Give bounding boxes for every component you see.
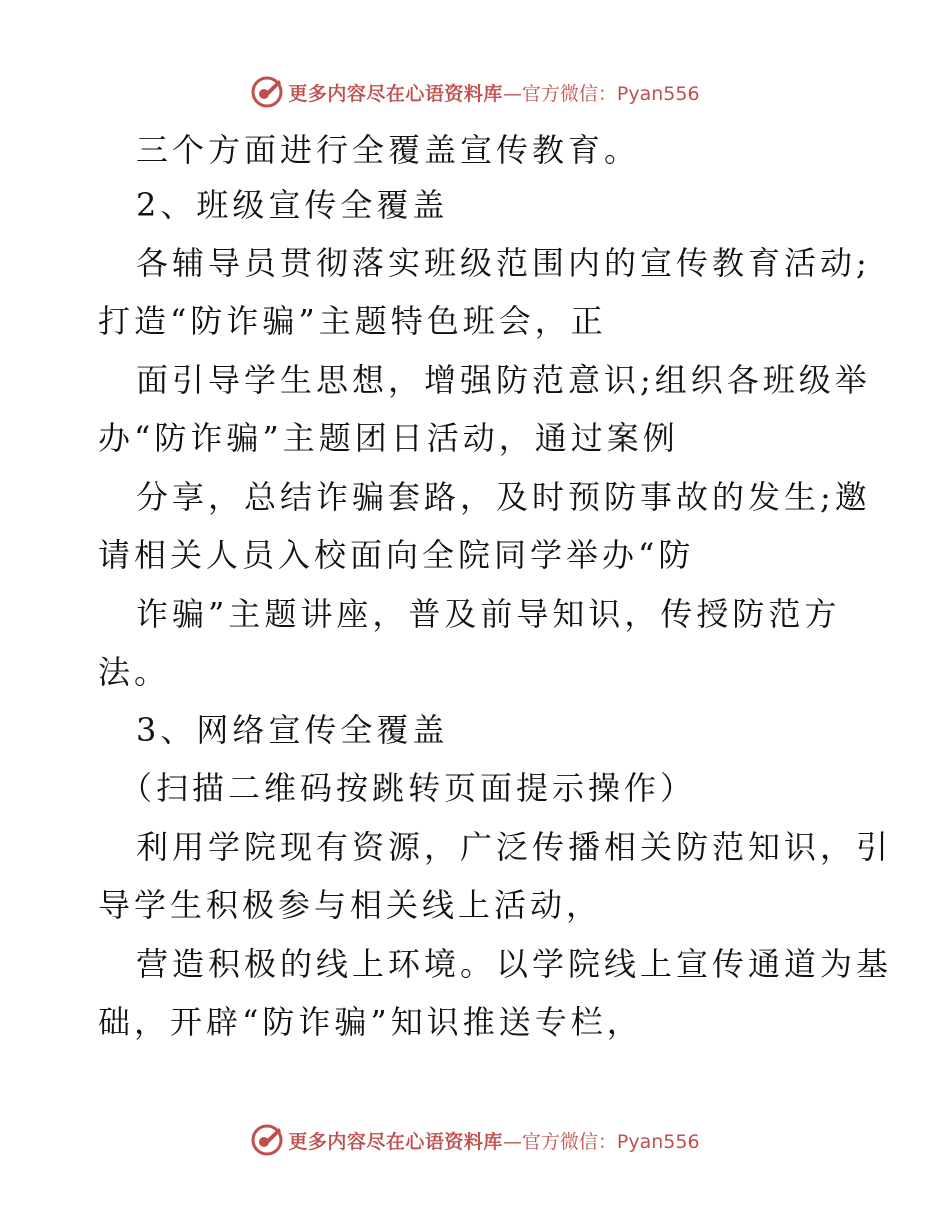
footer-banner xyxy=(0,1120,950,1160)
text-line: 三个方面进行全覆盖宣传教育。 xyxy=(136,131,641,169)
section-heading: 3、网络宣传全覆盖 xyxy=(136,711,449,749)
text-line: 础，开辟“防诈骗”知识推送专栏， xyxy=(98,1003,643,1041)
text-line: 办“防诈骗”主题团日活动，通过案例 xyxy=(98,419,679,457)
header-library-text: 更多内容尽在心语资料库 xyxy=(288,82,503,105)
text-line: （扫描二维码按跳转页面提示操作） xyxy=(120,769,697,807)
text-line: 利用学院现有资源，广泛传播相关防范知识，引 xyxy=(136,828,893,866)
brand-logo-icon xyxy=(250,1123,284,1157)
text-line: 导学生积极参与相关线上活动， xyxy=(98,886,603,924)
header-official-text: —官方微信：Pyan556 xyxy=(502,82,700,105)
section-heading: 2、班级宣传全覆盖 xyxy=(136,186,449,224)
text-line: 营造积极的线上环境。以学院线上宣传通道为基 xyxy=(136,945,893,983)
footer-official-text: —官方微信：Pyan556 xyxy=(502,1130,700,1153)
text-line: 面引导学生思想，增强防范意识;组织各班级举 xyxy=(136,361,871,399)
text-line: 各辅导员贯彻落实班级范围内的宣传教育活动; xyxy=(136,244,871,282)
text-line: 打造“防诈骗”主题特色班会，正 xyxy=(98,302,607,340)
text-line: 请相关人员入校面向全院同学举办“防 xyxy=(98,536,695,574)
footer-library-text: 更多内容尽在心语资料库 xyxy=(288,1130,503,1153)
header-banner xyxy=(0,72,950,112)
brand-logo-icon xyxy=(250,75,284,109)
text-line: 法。 xyxy=(98,653,171,691)
text-line: 诈骗”主题讲座，普及前导知识，传授防范方 xyxy=(136,595,841,633)
text-line: 分享，总结诈骗套路，及时预防事故的发生;邀 xyxy=(136,478,871,516)
